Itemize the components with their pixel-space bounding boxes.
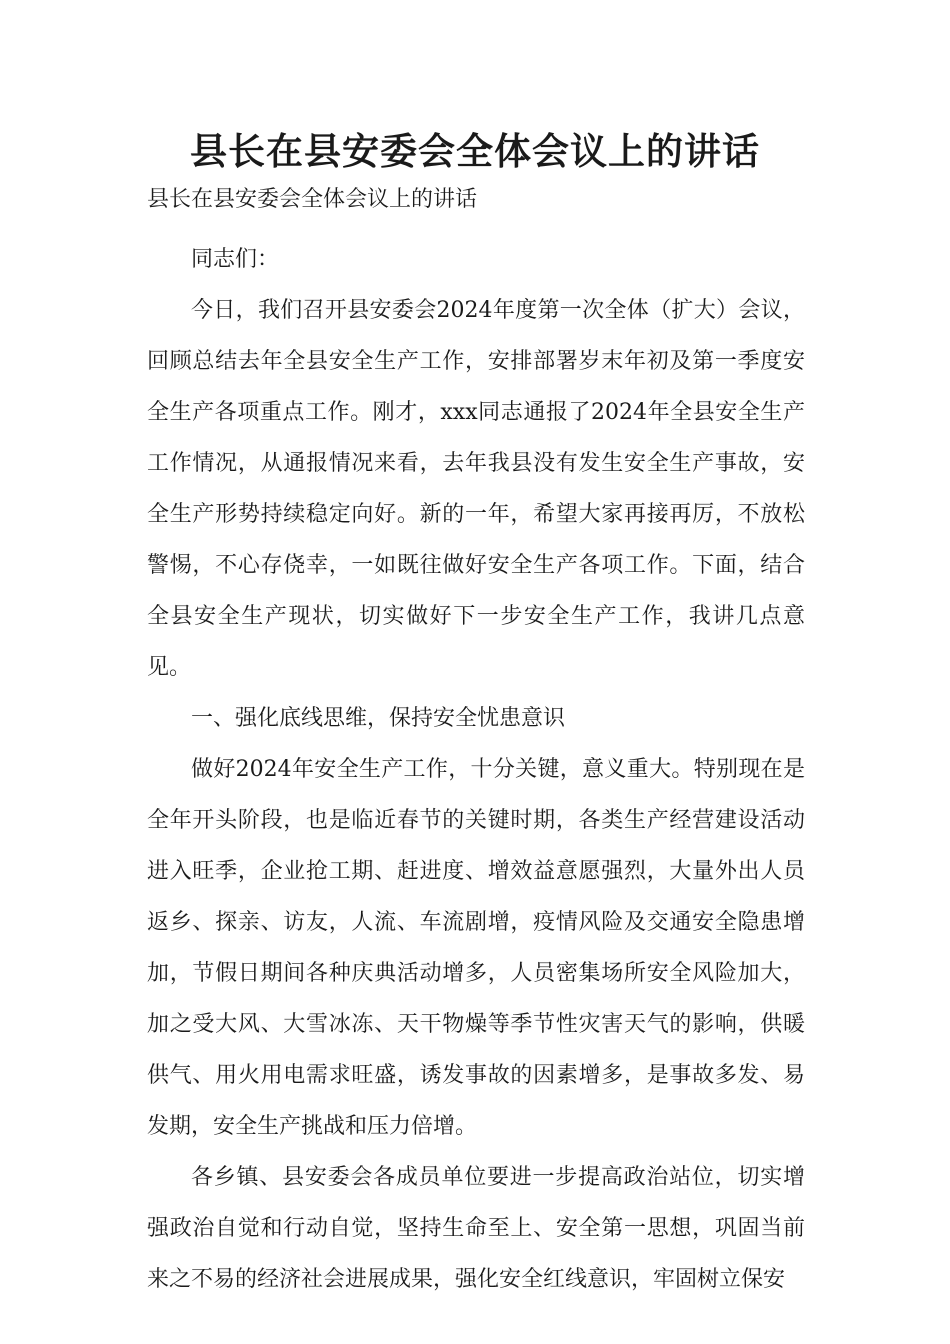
paragraph-section1-1: 做好2024年安全生产工作，十分关键，意义重大。特别现在是全年开头阶段，也是临近春节的关键时期，各类生产经营建设活动进入旺季，企业抢工期、赶进度、增效益意愿强烈，大量外出人员返乡、探亲、访友，人流、车流剧增，疫情风险及交通安全隐患增加，节假日期间各种庆典活动增多，人员密集场所安全风险加大，加之受大风、大雪冰冻、天干物燥等季节性灾害天气的影响，供暖供气、用火用电需求旺盛，诱发事故的因素增多，是事故多发、易发期，安全生产挑战和压力倍增。 (147, 757, 805, 1139)
section-heading-1: 一、强化底线思维，保持安全忧患意识 (191, 706, 566, 731)
document-body (147, 234, 805, 1305)
paragraph-intro: 今日，我们召开县安委会2024年度第一次全体（扩大）会议，回顾总结去年全县安全生产工作，安排部署岁末年初及第一季度安全生产各项重点工作。刚才，xxx同志通报了2024年全县安全生产工作情况，从通报情况来看，去年我县没有发生安全生产事故，安全生产形势持续稳定向好。新的一年，希望大家再接再厉，不放松警惕，不心存侥幸，一如既往做好安全生产各项工作。下面，结合全县安全生产现状，切实做好下一步安全生产工作，我讲几点意见。 (147, 298, 805, 680)
paragraph-section1-2: 各乡镇、县安委会各成员单位要进一步提高政治站位，切实增强政治自觉和行动自觉，坚持生命至上、安全第一思想，巩固当前来之不易的经济社会进展成果，强化安全红线意识，牢固树立保安 (147, 1165, 805, 1292)
document-subtitle: 县长在县安委会全体会议上的讲话 (147, 187, 478, 212)
document-title: 县长在县安委会全体会议上的讲话 (190, 130, 760, 173)
salutation: 同志们： (191, 247, 280, 272)
